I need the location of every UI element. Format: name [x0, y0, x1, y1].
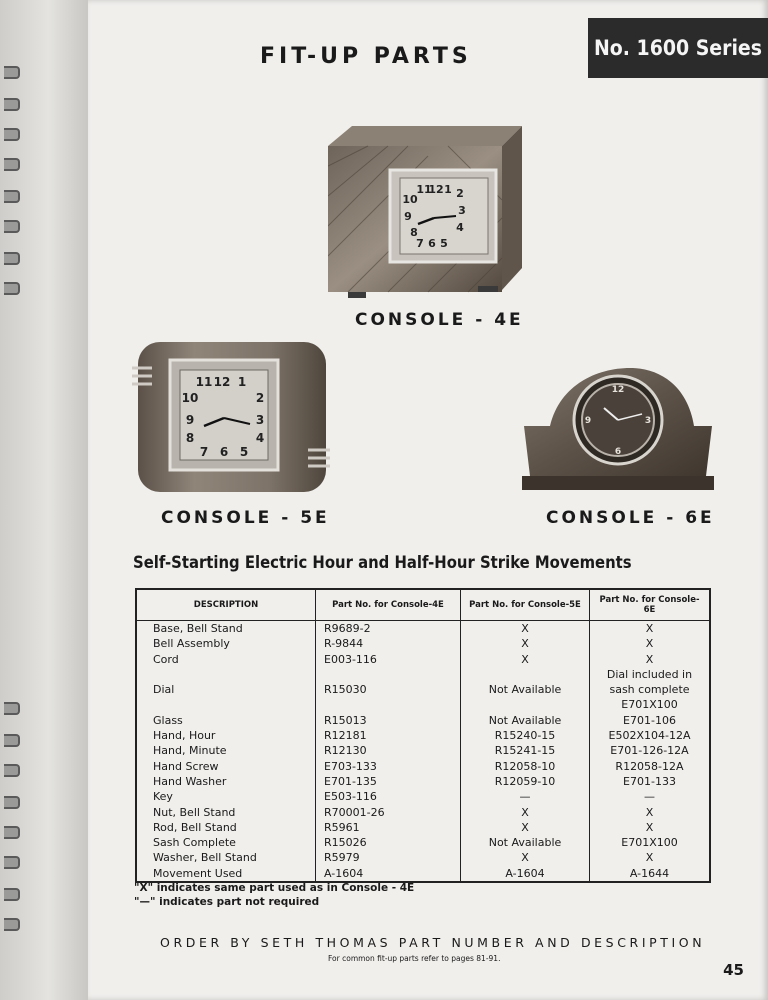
cell-console-5e: X	[461, 850, 590, 865]
svg-text:9: 9	[584, 416, 592, 426]
svg-text:5: 5	[239, 445, 249, 459]
cell-console-6e: E701X100	[590, 835, 711, 850]
svg-text:2: 2	[456, 187, 464, 200]
console-6e-caption: CONSOLE - 6E	[546, 508, 715, 528]
cell-console-5e: R15240-15	[461, 728, 590, 743]
cell-console-6e: E701-126-12A	[590, 743, 711, 758]
cell-console-5e: X	[461, 820, 590, 835]
table-row	[136, 820, 710, 835]
svg-text:10: 10	[402, 193, 418, 206]
binding-ring	[4, 918, 20, 931]
cell-console-4e: R12130	[316, 743, 461, 758]
table-row	[136, 805, 710, 820]
cell-console-6e: E701-106	[590, 713, 711, 728]
console-5e-clock-photo	[132, 338, 332, 496]
svg-text:6: 6	[614, 447, 622, 457]
cell-console-5e: —	[461, 789, 590, 804]
svg-text:2: 2	[255, 391, 265, 405]
cell-description: Hand Washer	[153, 774, 227, 788]
cell-console-5e: X	[461, 652, 590, 667]
svg-text:5: 5	[440, 237, 448, 250]
binding-ring	[4, 856, 20, 869]
svg-text:10: 10	[181, 391, 199, 405]
svg-text:12: 12	[213, 375, 231, 389]
table-row	[136, 789, 710, 804]
cell-console-5e: Not Available	[461, 667, 590, 713]
cell-console-6e: X	[590, 850, 711, 865]
cell-console-6e: —	[590, 789, 711, 804]
section-heading: Self-Starting Electric Hour and Half-Hour Strike Movements	[133, 553, 632, 572]
cell-description: Hand, Hour	[153, 729, 216, 743]
table-row	[136, 743, 710, 758]
cell-console-5e: Not Available	[461, 713, 590, 728]
cell-console-6e: A-1644	[590, 866, 711, 882]
cell-console-6e: X	[590, 621, 711, 637]
svg-text:1: 1	[444, 183, 452, 196]
dash-note: "—" indicates part not required	[134, 896, 320, 908]
table-row	[136, 759, 710, 774]
cell-console-4e: R5961	[316, 820, 461, 835]
series-tab: No. 1600 Series	[588, 18, 768, 78]
cell-console-5e: R12059-10	[461, 774, 590, 789]
svg-text:3: 3	[644, 416, 652, 426]
svg-text:9: 9	[185, 413, 195, 427]
table-row	[136, 850, 710, 865]
cell-description: Glass	[153, 713, 183, 727]
binding-ring	[4, 220, 20, 233]
page-number: 45	[723, 961, 744, 979]
cell-console-4e: R15013	[316, 713, 461, 728]
cell-console-4e: R70001-26	[316, 805, 461, 820]
cell-console-5e: X	[461, 621, 590, 637]
cell-console-5e: X	[461, 805, 590, 820]
page-title: FIT-UP PARTS	[260, 44, 472, 69]
console-5e-caption: CONSOLE - 5E	[161, 508, 330, 528]
x-note: "X" indicates same part used as in Console - 4E	[134, 882, 415, 894]
binding-ring	[4, 98, 20, 111]
catalog-page	[88, 0, 768, 1000]
binding-ring	[4, 888, 20, 901]
cell-console-4e: R9689-2	[316, 621, 461, 637]
svg-text:1: 1	[237, 375, 247, 389]
cell-description: Bell Assembly	[153, 637, 230, 651]
svg-text:4: 4	[456, 221, 464, 234]
cell-description: Sash Complete	[153, 836, 236, 850]
cell-description: Dial	[153, 683, 175, 697]
binding-ring	[4, 764, 20, 777]
cell-console-6e: X	[590, 636, 711, 651]
cell-description: Hand, Minute	[153, 744, 227, 758]
table-row	[136, 728, 710, 743]
binding-ring	[4, 282, 20, 295]
cell-console-4e: R-9844	[316, 636, 461, 651]
cell-description: Hand Screw	[153, 759, 219, 773]
binding-ring	[4, 702, 20, 715]
cell-console-6e: X	[590, 652, 711, 667]
cell-description: Key	[153, 790, 173, 804]
cell-description: Base, Bell Stand	[153, 622, 243, 635]
column-header-console-4e: Part No. for Console-4E	[316, 589, 461, 621]
svg-text:8: 8	[185, 431, 195, 445]
table-body	[136, 621, 710, 883]
cell-console-5e: X	[461, 636, 590, 651]
table-row	[136, 774, 710, 789]
parts-table	[135, 588, 711, 883]
svg-text:8: 8	[410, 226, 418, 239]
cell-console-6e: Dial included in sash complete E701X100	[590, 667, 711, 713]
cell-console-4e: E701-135	[316, 774, 461, 789]
cell-console-4e: R15030	[316, 667, 461, 713]
cell-description: Nut, Bell Stand	[153, 805, 236, 819]
cell-description: Cord	[153, 652, 179, 666]
cell-console-4e: R5979	[316, 850, 461, 865]
common-parts-reference: For common fit-up parts refer to pages 81-91.	[328, 954, 501, 963]
svg-text:9: 9	[404, 210, 412, 223]
console-6e-clock-photo	[520, 364, 716, 498]
cell-console-4e: A-1604	[316, 866, 461, 882]
svg-text:11: 11	[195, 375, 213, 389]
cell-console-4e: E003-116	[316, 652, 461, 667]
table-row	[136, 667, 710, 713]
table-row	[136, 713, 710, 728]
binding-ring	[4, 128, 20, 141]
svg-text:11: 11	[416, 183, 432, 196]
binding-ring	[4, 796, 20, 809]
cell-console-5e: A-1604	[461, 866, 590, 882]
binding-ring	[4, 252, 20, 265]
table-row	[136, 835, 710, 850]
binding-ring	[4, 826, 20, 839]
svg-text:6: 6	[219, 445, 229, 459]
cell-description: Movement Used	[153, 866, 243, 880]
cell-console-6e: X	[590, 820, 711, 835]
cell-console-6e: X	[590, 805, 711, 820]
svg-text:7: 7	[199, 445, 209, 459]
column-header-console-6e: Part No. for Console-6E	[590, 589, 711, 621]
binding-ring	[4, 66, 20, 79]
table-row	[136, 636, 710, 651]
cell-console-5e: R15241-15	[461, 743, 590, 758]
cell-description: Rod, Bell Stand	[153, 820, 237, 834]
cell-console-5e: R12058-10	[461, 759, 590, 774]
svg-text:6: 6	[428, 237, 436, 250]
table-row	[136, 866, 710, 882]
cell-console-4e: E703-133	[316, 759, 461, 774]
svg-text:4: 4	[255, 431, 265, 445]
cell-console-6e: E502X104-12A	[590, 728, 711, 743]
column-header-description: DESCRIPTION	[136, 589, 316, 621]
svg-text:7: 7	[416, 237, 424, 250]
column-header-console-5e: Part No. for Console-5E	[461, 589, 590, 621]
table-header-row	[136, 589, 710, 621]
spiral-binding	[0, 0, 88, 1000]
table-row	[136, 652, 710, 667]
cell-console-5e: Not Available	[461, 835, 590, 850]
svg-text:3: 3	[255, 413, 265, 427]
svg-text:12: 12	[611, 385, 625, 395]
order-instruction: ORDER BY SETH THOMAS PART NUMBER AND DESCRIPTION	[160, 935, 706, 950]
svg-text:3: 3	[458, 204, 466, 217]
svg-text:12: 12	[428, 183, 444, 196]
binding-ring	[4, 190, 20, 203]
table-row	[136, 621, 710, 637]
cell-console-4e: R15026	[316, 835, 461, 850]
cell-description: Washer, Bell Stand	[153, 851, 257, 865]
cell-console-4e: E503-116	[316, 789, 461, 804]
binding-ring	[4, 734, 20, 747]
cell-console-6e: E701-133	[590, 774, 711, 789]
console-4e-caption: CONSOLE - 4E	[355, 310, 524, 330]
binding-ring	[4, 158, 20, 171]
cell-console-4e: R12181	[316, 728, 461, 743]
cell-console-6e: R12058-12A	[590, 759, 711, 774]
console-4e-clock-photo	[328, 126, 522, 302]
